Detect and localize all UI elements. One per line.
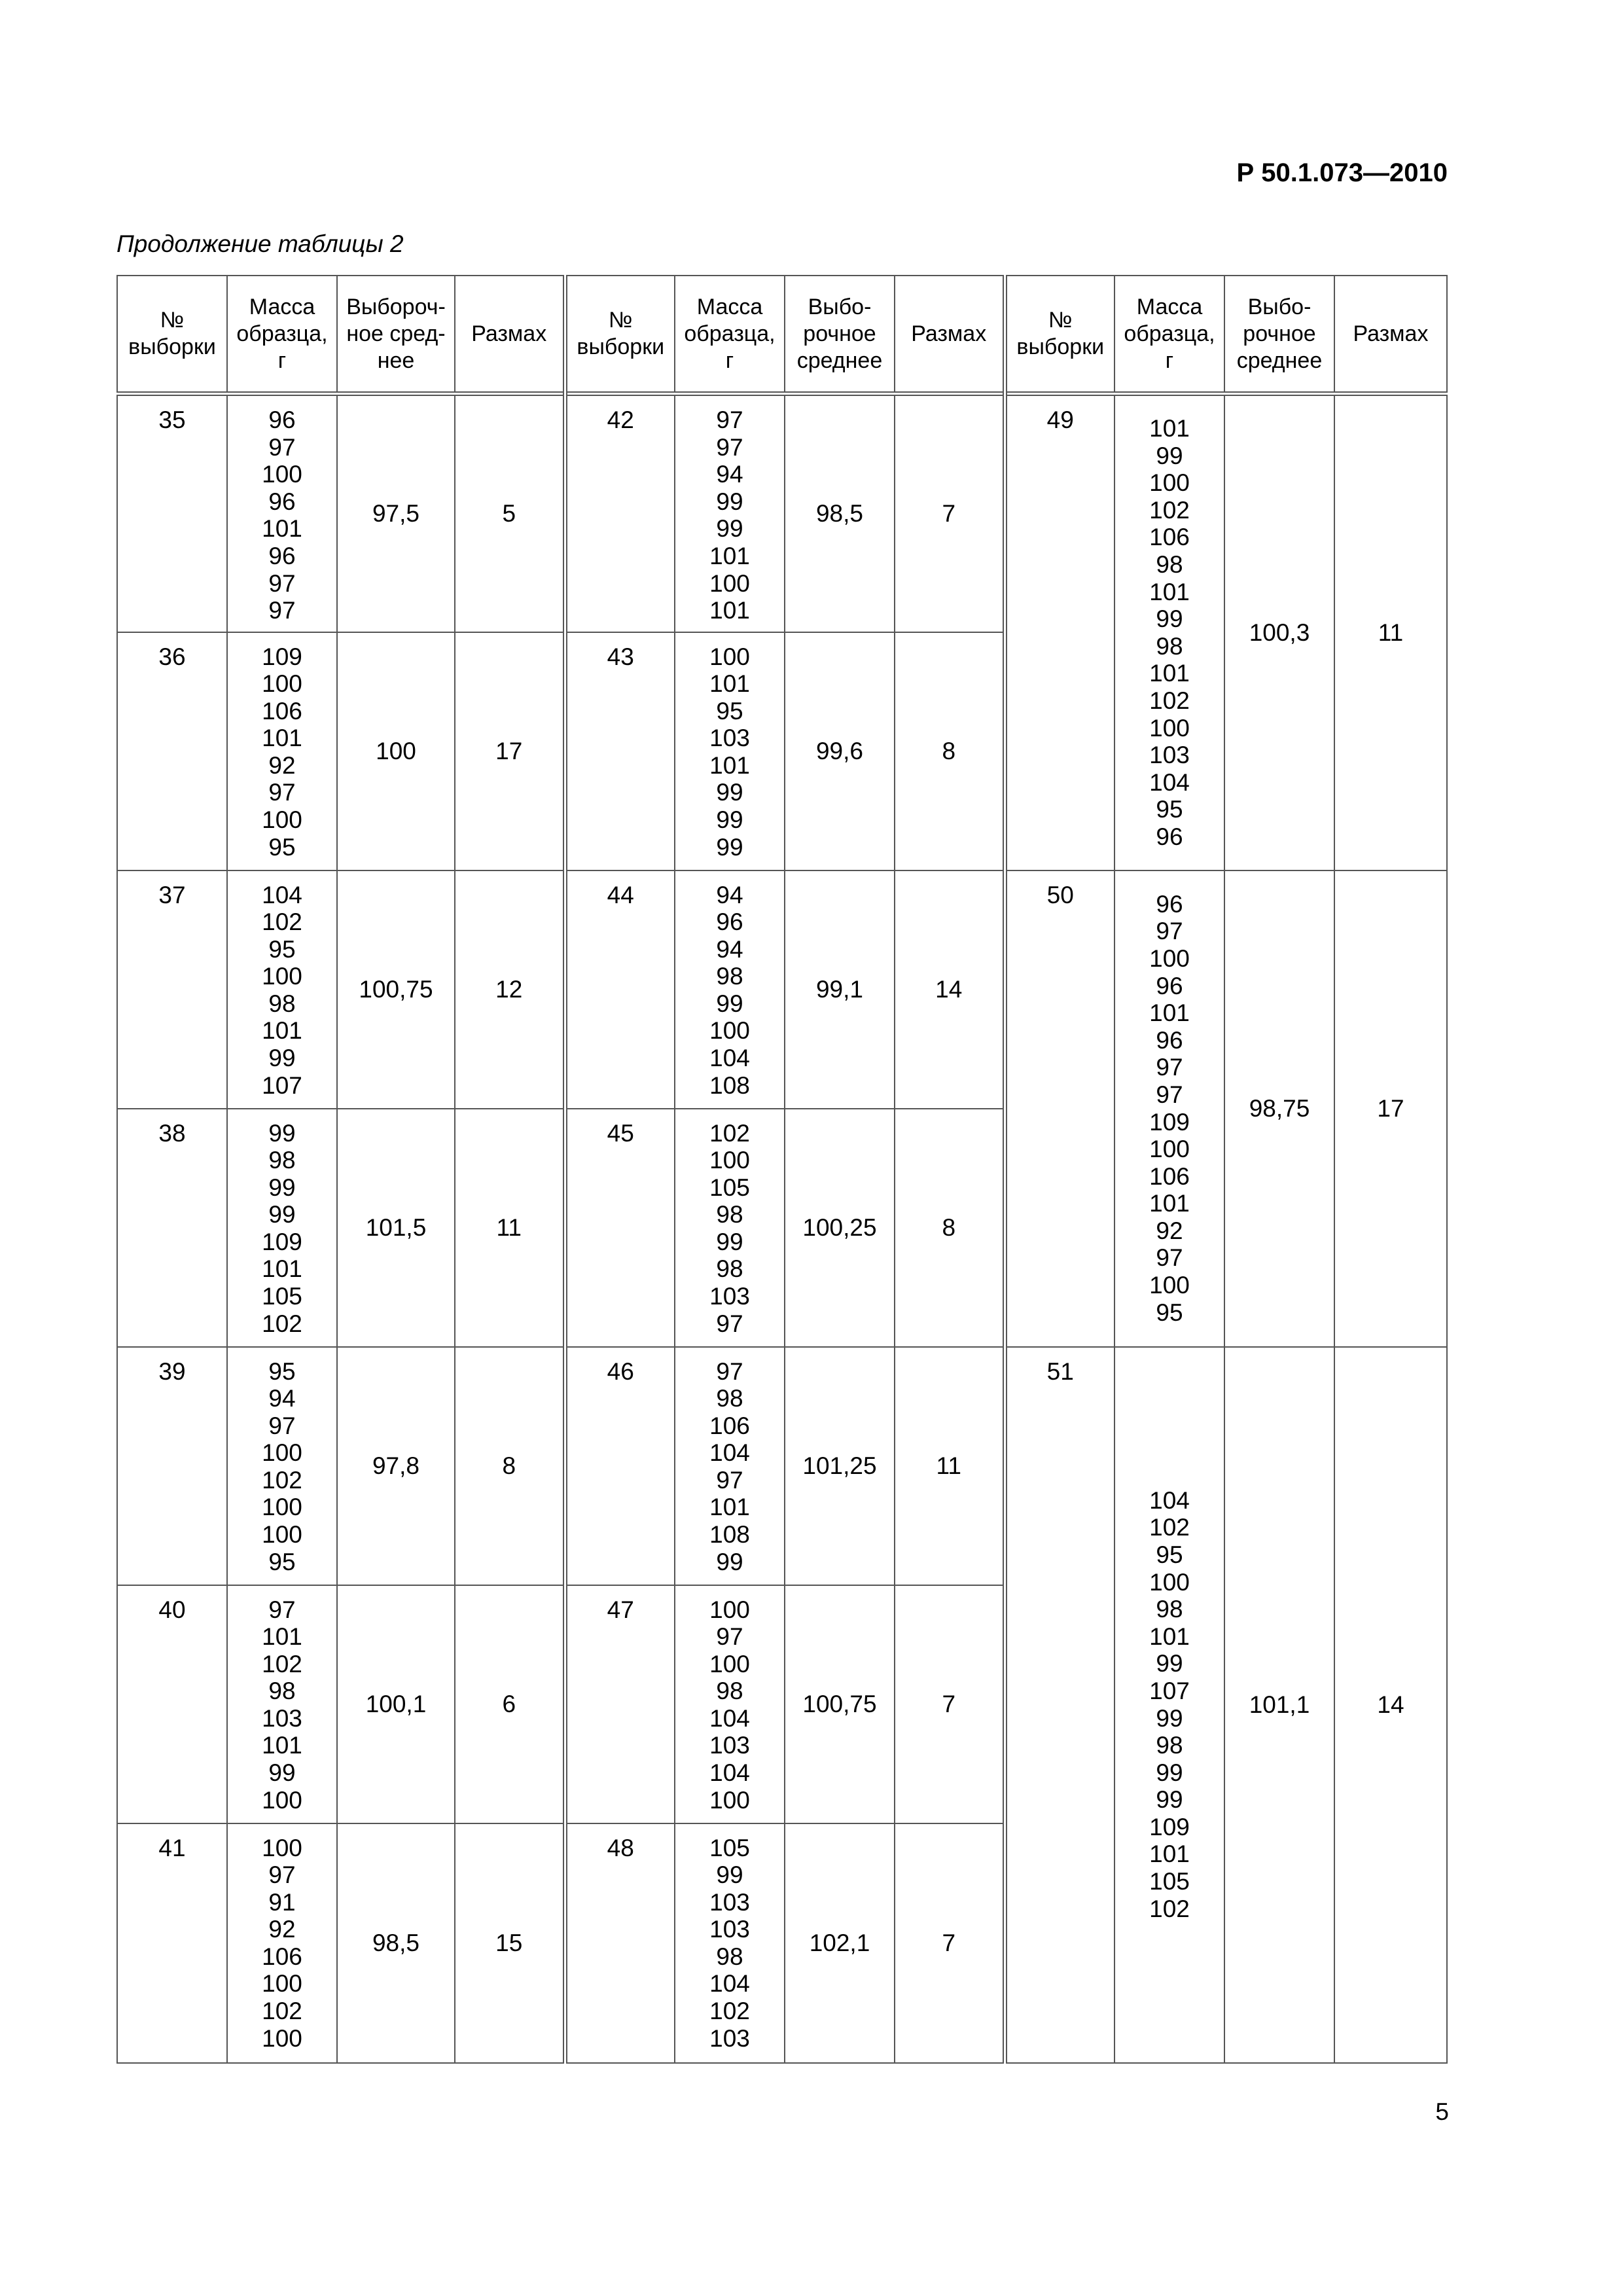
mass-value: 99	[1156, 442, 1183, 469]
mass-value: 96	[268, 488, 296, 515]
header-sample-mass: Масса образца, г	[1115, 276, 1224, 394]
mass-value: 95	[268, 935, 296, 963]
mass-value: 105	[1149, 1868, 1190, 1895]
mass-value: 103	[709, 2024, 750, 2052]
sample-mean: 100,25	[785, 1109, 895, 1347]
mass-value: 102	[262, 1310, 302, 1337]
sample-number: 48	[565, 1823, 675, 2063]
sample-range: 11	[1334, 394, 1447, 870]
header-sample-mass: Масса образца, г	[675, 276, 785, 394]
mass-value: 106	[1149, 524, 1190, 551]
sample-number: 42	[565, 394, 675, 632]
table-row	[117, 394, 1447, 632]
header-sample-number: № выборки	[117, 276, 227, 394]
header-sample-mean: Выбороч- ное сред- нее	[337, 276, 455, 394]
sample-masses	[227, 1585, 337, 1823]
mass-value: 101	[262, 1623, 302, 1651]
sample-number: 39	[117, 1347, 227, 1585]
mass-value: 98	[716, 1201, 743, 1229]
mass-value: 97	[268, 433, 296, 461]
mass-value: 97	[716, 1357, 743, 1385]
mass-value: 100	[709, 1017, 750, 1045]
sample-mean: 98,75	[1224, 870, 1334, 1347]
sample-range: 8	[895, 632, 1005, 870]
sample-range: 17	[1334, 870, 1447, 1347]
mass-value: 102	[709, 1119, 750, 1147]
sample-range: 11	[455, 1109, 565, 1347]
mass-value: 99	[268, 1759, 296, 1787]
sample-masses	[1115, 870, 1224, 1347]
mass-value: 99	[268, 1174, 296, 1201]
sample-masses	[675, 394, 785, 632]
sample-mean: 100	[337, 632, 455, 870]
sample-mean: 97,8	[337, 1347, 455, 1585]
sample-masses	[227, 1109, 337, 1347]
mass-value: 96	[268, 406, 296, 433]
mass-value: 105	[709, 1834, 750, 1861]
mass-value: 100	[709, 643, 750, 670]
mass-value: 100	[262, 806, 302, 834]
mass-value: 104	[1149, 1486, 1190, 1514]
sample-masses	[675, 1109, 785, 1347]
sample-number: 45	[565, 1109, 675, 1347]
mass-value: 101	[709, 542, 750, 569]
mass-value: 95	[716, 697, 743, 725]
mass-value: 104	[1149, 768, 1190, 796]
mass-value: 98	[268, 1147, 296, 1174]
sample-mean: 101,5	[337, 1109, 455, 1347]
sample-mean: 100,1	[337, 1585, 455, 1823]
mass-value: 92	[268, 751, 296, 779]
mass-value: 95	[268, 1548, 296, 1575]
mass-value: 100	[709, 1147, 750, 1174]
mass-value: 108	[709, 1521, 750, 1549]
sample-masses	[1115, 1347, 1224, 2063]
mass-value: 100	[262, 1834, 302, 1861]
mass-value: 101	[709, 751, 750, 779]
mass-value: 95	[268, 1357, 296, 1385]
mass-value: 99	[716, 515, 743, 543]
sample-masses	[227, 394, 337, 632]
mass-value: 100	[1149, 1568, 1190, 1596]
mass-value: 102	[1149, 1514, 1190, 1541]
mass-value: 91	[268, 1888, 296, 1916]
mass-value: 101	[1149, 999, 1190, 1027]
mass-value: 101	[262, 515, 302, 543]
mass-value: 103	[709, 1732, 750, 1759]
mass-value: 95	[1156, 1541, 1183, 1568]
mass-value: 97	[268, 1861, 296, 1889]
sample-number: 37	[117, 870, 227, 1109]
mass-value: 101	[262, 1732, 302, 1759]
sample-range: 8	[455, 1347, 565, 1585]
sample-range: 15	[455, 1823, 565, 2063]
mass-value: 94	[716, 881, 743, 908]
sample-range: 6	[455, 1585, 565, 1823]
sample-range: 8	[895, 1109, 1005, 1347]
mass-value: 98	[1156, 632, 1183, 660]
mass-value: 95	[1156, 1299, 1183, 1326]
sample-mean: 100,75	[337, 870, 455, 1109]
mass-value: 101	[262, 725, 302, 752]
sample-masses	[675, 632, 785, 870]
mass-value: 100	[262, 461, 302, 488]
mass-value: 99	[268, 1045, 296, 1072]
mass-value: 102	[1149, 1895, 1190, 1922]
mass-value: 100	[262, 1786, 302, 1814]
mass-value: 103	[709, 1916, 750, 1943]
sample-mean: 98,5	[785, 394, 895, 632]
sample-masses	[227, 632, 337, 870]
mass-value: 98	[716, 1255, 743, 1283]
mass-value: 96	[716, 908, 743, 936]
mass-value: 107	[262, 1071, 302, 1099]
mass-value: 94	[716, 935, 743, 963]
mass-value: 100	[262, 1970, 302, 1998]
mass-value: 100	[709, 1596, 750, 1623]
mass-value: 99	[716, 990, 743, 1017]
mass-value: 97	[716, 433, 743, 461]
mass-value: 99	[268, 1119, 296, 1147]
mass-value: 103	[262, 1704, 302, 1732]
mass-value: 97	[268, 1412, 296, 1439]
mass-value: 97	[716, 406, 743, 433]
sample-mean: 100,3	[1224, 394, 1334, 870]
mass-value: 99	[1156, 1704, 1183, 1732]
mass-value: 100	[709, 569, 750, 597]
mass-value: 101	[709, 597, 750, 624]
sample-mean: 98,5	[337, 1823, 455, 2063]
sample-range: 14	[895, 870, 1005, 1109]
mass-value: 101	[709, 1494, 750, 1521]
header-sample-number: № выборки	[1005, 276, 1115, 394]
mass-value: 102	[1149, 687, 1190, 714]
table-caption: Продолжение таблицы 2	[116, 230, 404, 257]
mass-value: 97	[716, 1623, 743, 1651]
mass-value: 100	[709, 1786, 750, 1814]
mass-value: 96	[1156, 890, 1183, 918]
mass-value: 106	[1149, 1162, 1190, 1190]
header-sample-mean: Выбо- рочное среднее	[1224, 276, 1334, 394]
mass-value: 98	[1156, 550, 1183, 578]
mass-value: 100	[262, 963, 302, 990]
sample-range: 17	[455, 632, 565, 870]
mass-value: 101	[262, 1255, 302, 1283]
mass-value: 97	[1156, 1244, 1183, 1272]
sample-masses	[227, 1347, 337, 1585]
mass-value: 100	[709, 1650, 750, 1677]
mass-value: 100	[1149, 1272, 1190, 1299]
mass-value: 96	[1156, 972, 1183, 999]
mass-value: 102	[709, 1998, 750, 2025]
sample-masses	[1115, 394, 1224, 870]
mass-value: 95	[268, 833, 296, 861]
mass-value: 106	[709, 1412, 750, 1439]
sample-mean: 99,1	[785, 870, 895, 1109]
sample-number: 40	[117, 1585, 227, 1823]
mass-value: 99	[1156, 1650, 1183, 1677]
mass-value: 101	[1149, 1623, 1190, 1650]
mass-value: 100	[1149, 944, 1190, 972]
mass-value: 104	[262, 881, 302, 908]
sample-mean: 102,1	[785, 1823, 895, 2063]
sample-mean: 101,1	[1224, 1347, 1334, 2063]
mass-value: 97	[268, 1596, 296, 1623]
mass-value: 99	[1156, 1786, 1183, 1814]
header-range: Размах	[1334, 276, 1447, 394]
mass-value: 99	[716, 833, 743, 861]
table-row	[117, 870, 1447, 1109]
mass-value: 104	[709, 1704, 750, 1732]
mass-value: 105	[709, 1174, 750, 1201]
mass-value: 102	[262, 1650, 302, 1677]
sample-number: 43	[565, 632, 675, 870]
mass-value: 101	[1149, 660, 1190, 687]
data-table	[116, 275, 1448, 2064]
mass-value: 100	[262, 1439, 302, 1467]
mass-value: 97	[716, 1466, 743, 1494]
mass-value: 100	[1149, 469, 1190, 497]
mass-value: 96	[1156, 1026, 1183, 1054]
mass-value: 103	[1149, 742, 1190, 769]
sample-mean: 100,75	[785, 1585, 895, 1823]
mass-value: 104	[709, 1045, 750, 1072]
mass-value: 100	[262, 1494, 302, 1521]
mass-value: 96	[1156, 823, 1183, 850]
sample-range: 12	[455, 870, 565, 1109]
mass-value: 92	[268, 1916, 296, 1943]
mass-value: 100	[1149, 1136, 1190, 1163]
mass-value: 106	[262, 1943, 302, 1970]
sample-mean: 97,5	[337, 394, 455, 632]
mass-value: 94	[716, 461, 743, 488]
mass-value: 97	[1156, 1054, 1183, 1081]
sample-range: 14	[1334, 1347, 1447, 2063]
mass-value: 109	[262, 643, 302, 670]
mass-value: 102	[262, 1998, 302, 2025]
page-number: 5	[1435, 2098, 1449, 2125]
header-sample-mean: Выбо- рочное среднее	[785, 276, 895, 394]
sample-number: 44	[565, 870, 675, 1109]
sample-masses	[675, 1823, 785, 2063]
mass-value: 95	[1156, 796, 1183, 823]
mass-value: 102	[262, 908, 302, 936]
sample-number: 51	[1005, 1347, 1115, 2063]
sample-number: 46	[565, 1347, 675, 1585]
mass-value: 98	[716, 1677, 743, 1705]
sample-masses	[675, 870, 785, 1109]
mass-value: 99	[1156, 605, 1183, 633]
sample-number: 50	[1005, 870, 1115, 1347]
mass-value: 109	[262, 1228, 302, 1255]
sample-number: 41	[117, 1823, 227, 2063]
mass-value: 100	[262, 1521, 302, 1549]
mass-value: 101	[1149, 1840, 1190, 1868]
mass-value: 99	[716, 1228, 743, 1255]
mass-value: 100	[1149, 714, 1190, 742]
sample-mean: 99,6	[785, 632, 895, 870]
sample-masses	[227, 1823, 337, 2063]
mass-value: 104	[709, 1970, 750, 1998]
mass-value: 99	[268, 1201, 296, 1229]
header-range: Размах	[455, 276, 565, 394]
mass-value: 103	[709, 1283, 750, 1310]
mass-value: 100	[262, 2024, 302, 2052]
mass-value: 92	[1156, 1217, 1183, 1244]
sample-number: 47	[565, 1585, 675, 1823]
mass-value: 103	[709, 725, 750, 752]
sample-range: 7	[895, 1585, 1005, 1823]
sample-masses	[675, 1347, 785, 1585]
mass-value: 102	[1149, 496, 1190, 524]
sample-mean: 101,25	[785, 1347, 895, 1585]
mass-value: 98	[1156, 1596, 1183, 1623]
mass-value: 97	[1156, 918, 1183, 945]
header-sample-mass: Масса образца, г	[227, 276, 337, 394]
mass-value: 99	[716, 806, 743, 834]
mass-value: 97	[268, 779, 296, 806]
mass-value: 101	[709, 670, 750, 698]
mass-value: 97	[268, 569, 296, 597]
mass-value: 103	[709, 1888, 750, 1916]
mass-value: 107	[1149, 1677, 1190, 1704]
mass-value: 109	[1149, 1813, 1190, 1840]
mass-value: 101	[262, 1017, 302, 1045]
mass-value: 109	[1149, 1108, 1190, 1136]
mass-value: 98	[716, 1385, 743, 1412]
sample-number: 36	[117, 632, 227, 870]
mass-value: 94	[268, 1385, 296, 1412]
sample-number: 35	[117, 394, 227, 632]
mass-value: 99	[1156, 1759, 1183, 1786]
header-range: Размах	[895, 276, 1005, 394]
header-sample-number: № выборки	[565, 276, 675, 394]
header-row	[117, 276, 1447, 394]
sample-range: 7	[895, 394, 1005, 632]
mass-value: 101	[1149, 1190, 1190, 1217]
mass-value: 99	[716, 1548, 743, 1575]
mass-value: 101	[1149, 415, 1190, 442]
mass-value: 104	[709, 1759, 750, 1787]
mass-value: 100	[262, 670, 302, 698]
mass-value: 98	[1156, 1732, 1183, 1759]
mass-value: 98	[268, 990, 296, 1017]
sample-masses	[227, 870, 337, 1109]
mass-value: 99	[716, 779, 743, 806]
sample-range: 11	[895, 1347, 1005, 1585]
sample-range: 5	[455, 394, 565, 632]
mass-value: 98	[716, 963, 743, 990]
mass-value: 97	[716, 1310, 743, 1337]
sample-range: 7	[895, 1823, 1005, 2063]
mass-value: 105	[262, 1283, 302, 1310]
mass-value: 101	[1149, 578, 1190, 605]
mass-value: 98	[716, 1943, 743, 1970]
mass-value: 97	[1156, 1081, 1183, 1108]
sample-masses	[675, 1585, 785, 1823]
table-row	[117, 1347, 1447, 1585]
mass-value: 106	[262, 697, 302, 725]
mass-value: 97	[268, 597, 296, 624]
mass-value: 102	[262, 1466, 302, 1494]
document-code: Р 50.1.073—2010	[1236, 158, 1448, 187]
sample-number: 38	[117, 1109, 227, 1347]
sample-number: 49	[1005, 394, 1115, 870]
mass-value: 108	[709, 1071, 750, 1099]
mass-value: 98	[268, 1677, 296, 1705]
mass-value: 104	[709, 1439, 750, 1467]
mass-value: 96	[268, 542, 296, 569]
mass-value: 99	[716, 1861, 743, 1889]
mass-value: 99	[716, 488, 743, 515]
